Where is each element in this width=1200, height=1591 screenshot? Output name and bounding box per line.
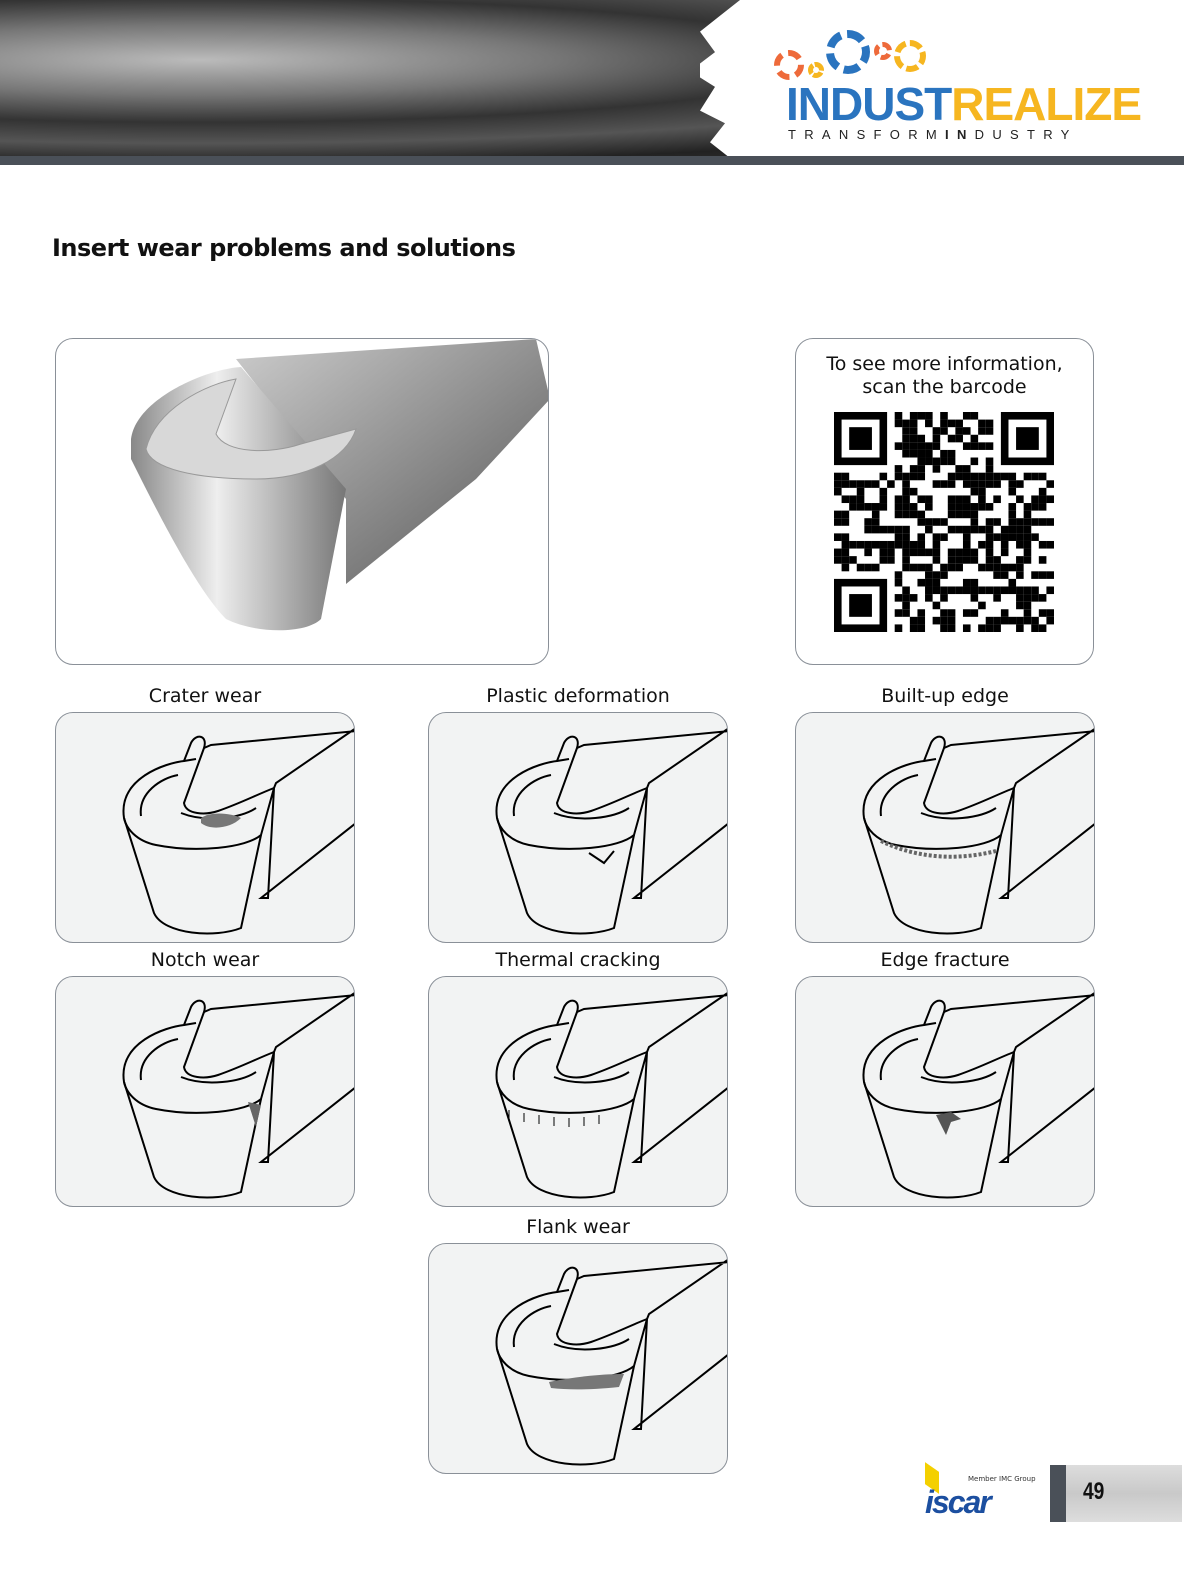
wear-illustration <box>428 712 728 943</box>
member-text: Member IMC Group <box>968 1475 1036 1483</box>
insert-drawing <box>796 713 1095 943</box>
tagline-bold: IN <box>945 127 975 142</box>
gears-icon <box>770 26 1130 81</box>
wear-illustration <box>55 712 355 943</box>
page-header <box>0 0 1200 165</box>
wear-illustration <box>795 976 1095 1207</box>
wear-label: Thermal cracking <box>495 949 661 971</box>
wear-illustration <box>55 976 355 1207</box>
insert-drawing <box>429 1244 728 1474</box>
qr-info-card <box>795 338 1094 665</box>
tagline-post: DUSTRY <box>974 127 1078 142</box>
insert-drawing <box>56 977 355 1207</box>
wear-label: Notch wear <box>150 949 260 971</box>
iscar-logo: iscar <box>925 1484 990 1520</box>
tagline-pre: TRANSFORM <box>788 127 946 142</box>
industrealize-logo <box>770 26 1142 142</box>
wear-label: Edge fracture <box>880 949 1010 971</box>
wear-illustration <box>428 976 728 1207</box>
wear-label: Flank wear <box>526 1216 630 1238</box>
wear-label: Built-up edge <box>881 685 1009 707</box>
insert-drawing <box>429 713 728 943</box>
brand-part2: REALIZE <box>951 78 1142 130</box>
insert-drawing <box>796 977 1095 1207</box>
header-rule <box>0 156 1184 165</box>
page-title: Insert wear problems and solutions <box>52 234 516 262</box>
wear-illustration <box>428 1243 728 1474</box>
insert-drawing <box>56 713 355 943</box>
wear-illustration <box>795 712 1095 943</box>
brand-part1: INDUST <box>786 78 952 130</box>
wear-label: Plastic deformation <box>486 685 670 707</box>
qr-text-line1: To see more information, <box>826 353 1063 375</box>
insert-drawing <box>429 977 728 1207</box>
insert-photo <box>55 338 549 665</box>
page-tab-bar <box>1050 1465 1066 1522</box>
qr-code[interactable] <box>834 412 1054 632</box>
qr-text-line2: scan the barcode <box>862 376 1027 398</box>
page-number: 49 <box>1083 1478 1105 1505</box>
wear-label: Crater wear <box>148 685 262 707</box>
